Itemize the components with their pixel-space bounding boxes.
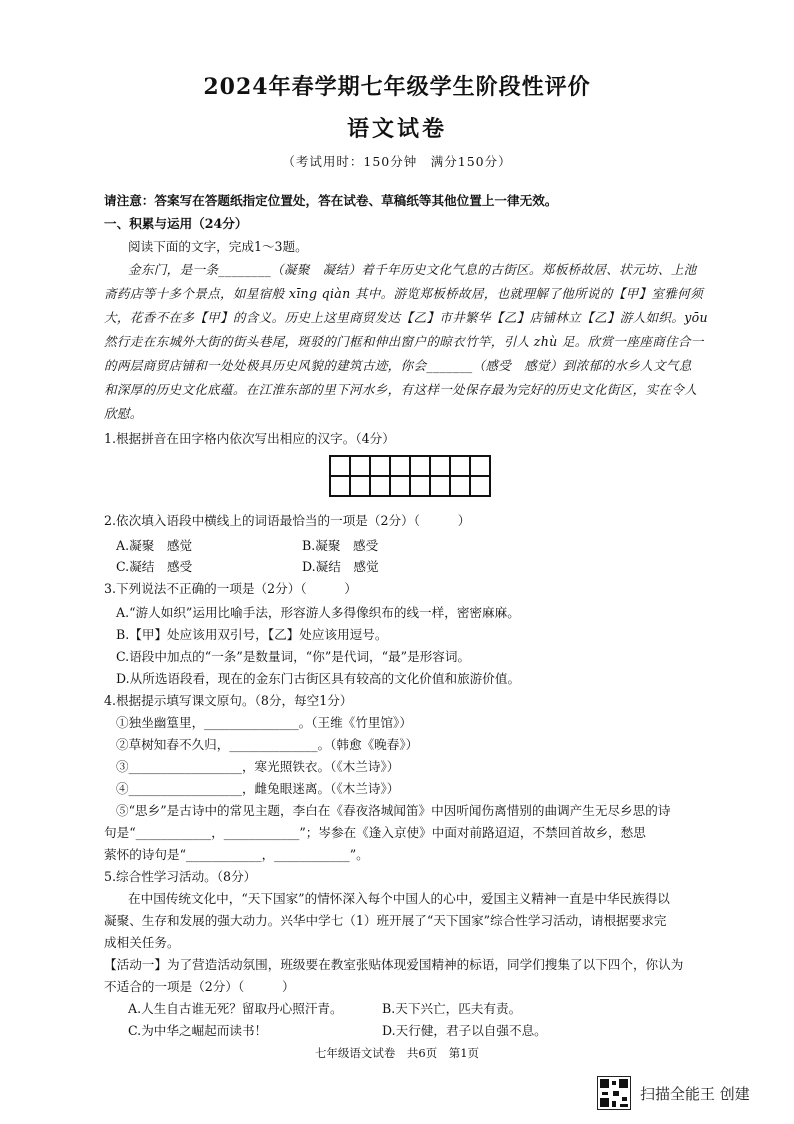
passage-line: 然行走在东城外大街的街头巷尾，斑驳的门框和伸出窗户的晾衣竹竿，引人 zhù 足。欣赏一座座商住合一 [104,334,704,349]
fill-line: ④__________________，雌兔眼迷离。（《木兰诗》） [116,781,400,796]
section-heading: 一、积累与运用（24分） [104,216,248,231]
passage-line: 金东门，是一条________（凝聚 凝结）着千年历史文化气息的古街区。郑板桥故居、状元坊、上池 [128,262,697,277]
option-c: C.为中华之崛起而读书！ [128,1023,268,1038]
passage-line: 欣慰。 [104,406,143,421]
fill-line: ⑤“思乡”是古诗中的常见主题，李白在《春夜洛城闻笛》中因听闻伤离惜别的曲调产生无尽乡思的诗 [116,803,671,818]
page-footer: 七年级语文试卷 共6页 第1页 [314,1046,480,1060]
activity-one: 不适合的一项是（2分）（ ） [104,979,295,994]
scanner-watermark: 扫描全能王 创建 [640,1085,750,1103]
fill-line: ①独坐幽篁里，_______________。（王维《竹里馆》） [116,715,412,730]
option-d: D.天行健，君子以自强不息。 [382,1023,547,1038]
option-a: A.“游人如织”运用比喻手法，形容游人多得像织布的线一样，密密麻麻。 [116,605,520,620]
notice: 请注意：答案写在答题纸指定位置处，答在试卷、草稿纸等其他位置上一律无效。 [104,193,558,208]
writing-grid[interactable] [329,455,491,497]
passage-line: 和深厚的历史文化底蕴。在江淮东部的里下河水乡，有这样一处保存最为完好的历史文化街区，实在令人 [104,382,698,397]
passage-line: 的两层商贸店铺和一处处极具历史风貌的建筑古迹，你会_______（感受 感觉）到浓郁的水乡人文气息 [104,358,692,373]
option-c: C.语段中加点的“一条”是数量词，“你”是代词，“最”是形容词。 [116,649,471,664]
q5-paragraph: 凝聚、生存和发展的强大动力。兴华中学七（1）班开展了“天下国家”综合性学习活动，请根据要求完 [104,913,667,928]
qr-code-icon [597,1076,631,1110]
option-b: B.天下兴亡，匹夫有责。 [382,1001,522,1016]
option-a: A.凝聚 感觉 [116,538,193,553]
passage-line: 大，花香不在多【甲】的含义。历史上这里商贸发达【乙】市井繁华【乙】店铺林立【乙】游人如织。yōu [104,310,708,325]
activity-one: 【活动一】为了营造活动氛围，班级要在教室张贴体现爱国精神的标语，同学们搜集了以下四个，你认为 [104,957,684,972]
exam-title: 2024年春学期七年级学生阶段性评价 [203,74,591,100]
q5-paragraph: 在中国传统文化中，“天下国家”的情怀深入每个中国人的心中，爱国主义精神一直是中华民族得以 [128,891,670,906]
option-b: B.凝聚 感受 [302,538,379,553]
passage-line: 斋药店等十多个景点，如星宿般 xīng qiàn 其中。游览郑板桥故居，也就理解了他所说的【甲】室雅何须 [104,286,703,301]
option-a: A.人生自古谁无死？留取丹心照汗青。 [128,1001,343,1016]
fill-line: 萦怀的诗句是“____________，____________”。 [104,847,369,862]
question-4: 4.根据提示填写课文原句。（8分，每空1分） [104,693,353,708]
question-2: 2.依次填入语段中横线上的词语最恰当的一项是（2分）（ ） [104,513,471,528]
option-b: B.【甲】处应该用双引号，【乙】处应该用逗号。 [116,627,388,642]
question-1: 1.根据拼音在田字格内依次写出相应的汉字。（4分） [104,431,395,446]
question-5: 5.综合性学习活动。（8分） [104,869,257,884]
fill-line: ②草树知春不久归，______________。（韩愈《晚春》） [116,737,419,752]
exam-subject: 语文试卷 [346,116,447,142]
option-d: D.从所选语段看，现在的金东门古街区具有较高的文化价值和旅游价值。 [116,671,521,686]
q5-paragraph: 成相关任务。 [104,935,180,950]
fill-line: 句是“____________，____________”；岑参在《逢入京使》中面对前路迢迢，不禁回首故乡，愁思 [104,825,646,840]
exam-info: （考试用时：150分钟 满分150分） [282,154,512,169]
section-intro: 阅读下面的文字，完成1～3题。 [128,239,308,254]
option-d: D.凝结 感觉 [302,559,379,574]
question-3: 3.下列说法不正确的一项是（2分）（ ） [104,581,358,596]
option-c: C.凝结 感受 [116,559,193,574]
fill-line: ③__________________，寒光照铁衣。（《木兰诗》） [116,759,400,774]
